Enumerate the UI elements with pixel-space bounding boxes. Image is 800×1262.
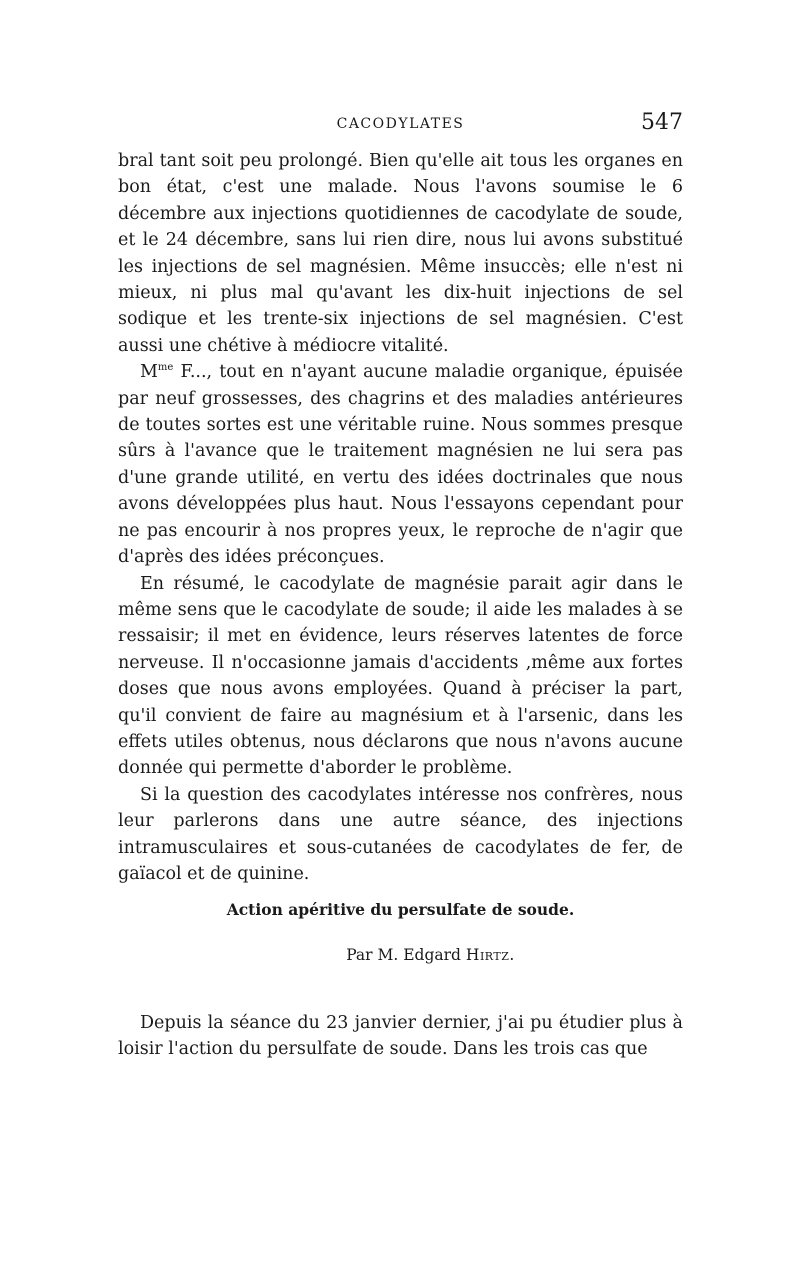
paragraph <box>118 359 683 570</box>
body-text <box>118 148 683 887</box>
paragraph-text: F..., tout en n'ayant aucune maladie organique, épuisée par neuf grossesses, des chagrins et des maladies antérieures de toutes sortes est une véritable ruine. Nous sommes presque sûrs à l'avance que le traitement magnésien ne lui sera pas d'une grande utilité, en vertu des idées doctrinales que nous avons développées plus haut. Nous l'essayons cependant pour ne pas encourir à nos propres yeux, le reproche de n'agir que d'après des idées préconçues. <box>118 362 683 568</box>
byline-prefix: Par M. Edgard <box>346 946 461 964</box>
page-number: 547 <box>641 110 683 135</box>
paragraph: Depuis la séance du 23 janvier dernier, j'ai pu étudier plus à loisir l'action du persulfate de soude. Dans les trois cas que <box>118 1013 683 1060</box>
paragraph: bral tant soit peu prolongé. Bien qu'elle ait tous les organes en bon état, c'est une malade. Nous l'avons soumise le 6 décembre aux injections quotidiennes de cacodylate de soude, et le 24 décembre, sans lui rien dire, nous lui avons substitué les injections de sel magnésien. Même insuccès; elle n'est ni mieux, ni plus mal qu'avant les dix-huit injections de sel sodique et les trente-six injections de sel magnésien. C'est aussi une chétive à médiocre vitalité. <box>118 151 683 356</box>
running-title: CACODYLATES <box>336 116 465 132</box>
section-body <box>118 1010 683 1063</box>
section-title: Action apéritive du persulfate de soude. <box>226 900 575 919</box>
byline <box>118 946 683 964</box>
mme-sup: me <box>157 362 174 374</box>
running-head <box>118 110 683 138</box>
paragraph: En résumé, le cacodylate de magnésie parait agir dans le même sens que le cacodylate de soude; il aide les malades à se ressaisir; il met en évidence, leurs réserves latentes de force nerveuse. Il n'occasionne jamais d'accidents ,même aux fortes doses que nous avons employées. Quand à préciser la part, qu'il convient de faire au magnésium et à l'arsenic, dans les effets utiles obtenus, nous déclarons que nous n'avons aucune donnée qui permette d'aborder le problème. <box>118 573 683 779</box>
paragraph: Si la question des cacodylates intéresse nos confrères, nous leur parlerons dans une autre séance, des injections intramusculaires et sous-cutanées de cacodylates de fer, de gaïacol et de quinine. <box>118 784 683 884</box>
author-name: Hirtz. <box>465 946 515 964</box>
mme-abbrev: M <box>140 362 158 383</box>
